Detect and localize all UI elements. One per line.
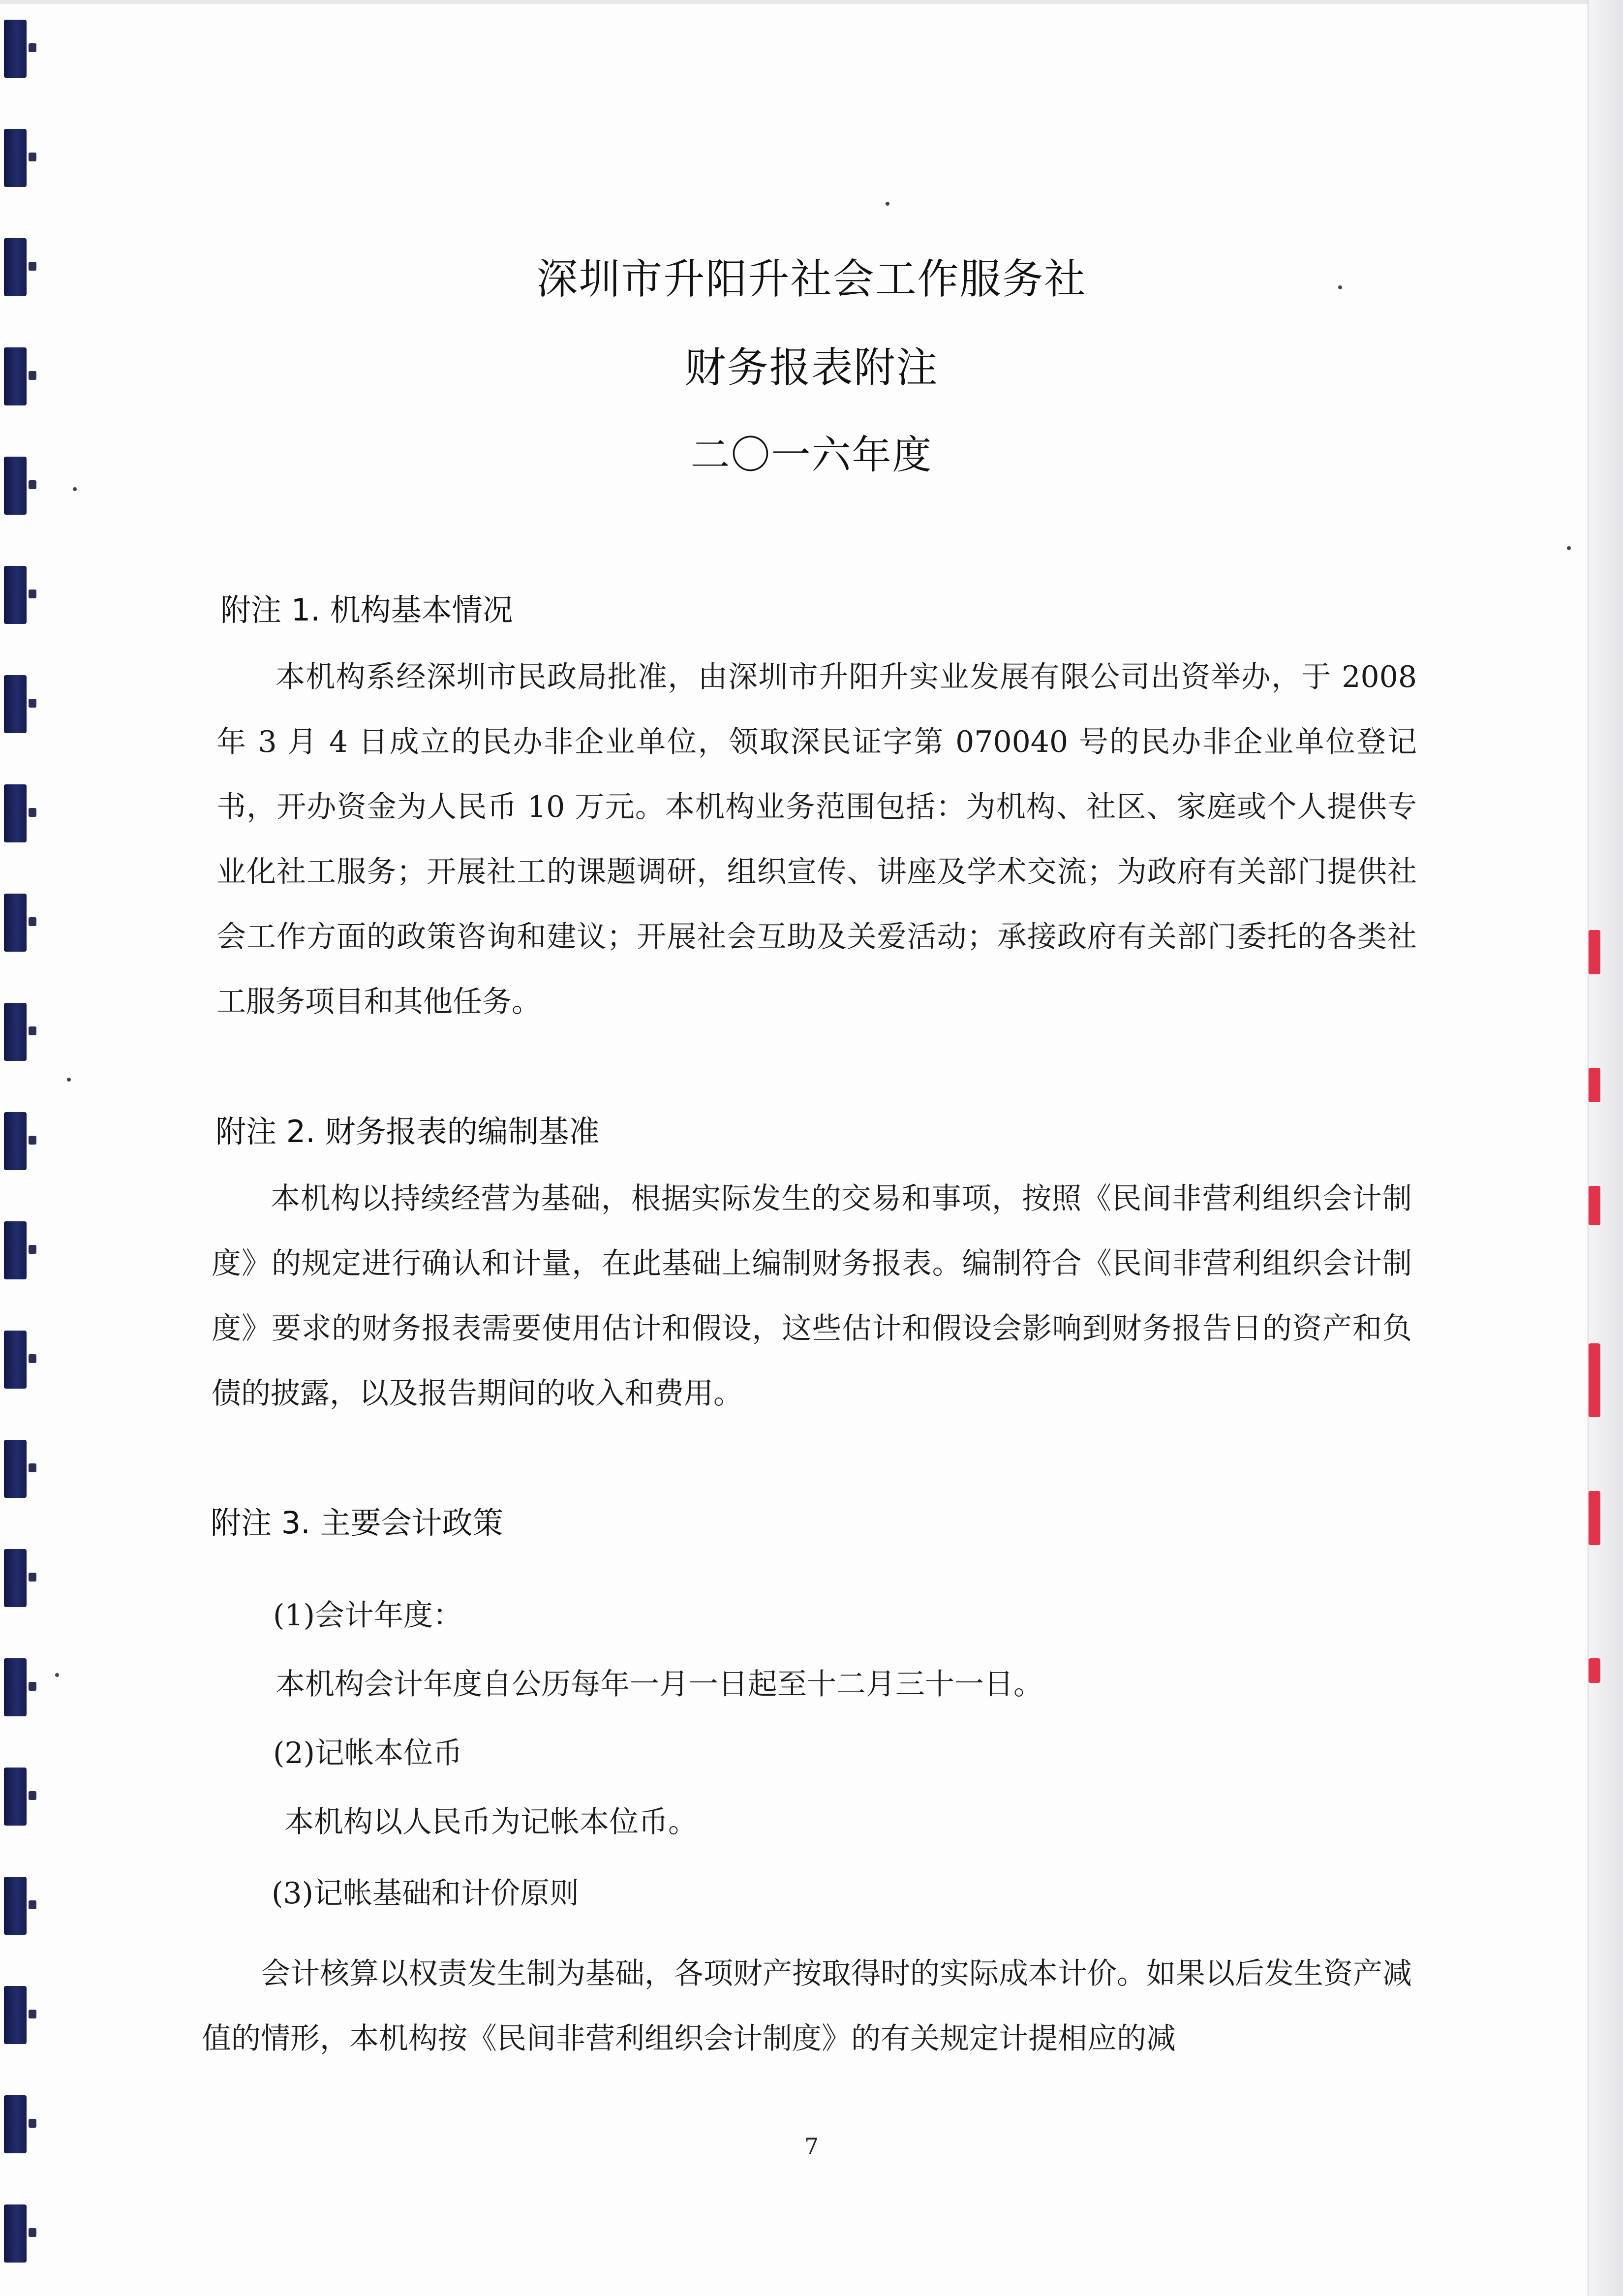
speck	[1567, 546, 1571, 550]
page-number: 7	[804, 2133, 819, 2160]
binding-ring	[4, 675, 27, 733]
binding-ring	[4, 1221, 27, 1279]
binding-ring	[4, 1658, 27, 1716]
speck	[67, 1078, 71, 1082]
binding-ring	[4, 1331, 27, 1389]
speck	[886, 202, 889, 206]
binding-ring	[4, 1986, 27, 2044]
seal-mark	[1589, 1658, 1600, 1683]
speck	[55, 1673, 59, 1677]
binding-ring	[4, 2204, 27, 2263]
seal-mark	[1589, 1343, 1600, 1417]
seal-mark	[1589, 1186, 1600, 1225]
binding-ring	[4, 894, 27, 952]
binding-ring	[4, 129, 27, 187]
section-2-paragraph: 本机构以持续经营为基础，根据实际发生的交易和事项，按照《民间非营利组织会计制度》的规定进行确认和计量，在此基础上编制财务报表。编制符合《民间非营利组织会计制度》要求的财务报表需要使用估计和假设，这些估计和假设会影响到财务报告日的资产和负债的披露，以及报告期间的收入和费用。	[212, 1181, 1412, 1411]
binding-ring	[4, 20, 27, 78]
section-3-heading: 附注 3. 主要会计政策	[211, 1505, 503, 1541]
binding-ring	[4, 1112, 27, 1170]
section-2-heading: 附注 2. 财务报表的编制基准	[215, 1114, 600, 1149]
binding-ring	[4, 1768, 27, 1826]
binding-ring	[4, 1877, 27, 1935]
document-title: 财务报表附注	[684, 343, 939, 392]
report-year: 二〇一六年度	[690, 432, 933, 478]
policy-3-label: (3)记帐基础和计价原则	[272, 1876, 579, 1911]
binding-ring	[4, 784, 27, 842]
page-top-edge	[0, 0, 1623, 4]
organization-name: 深圳市升阳升社会工作服务社	[536, 255, 1087, 303]
policy-3-text: 会计核算以权责发生制为基础，各项财产按取得时的实际成本计价。如果以后发生资产减值的情形，本机构按《民间非营利组织会计制度》的有关规定计提相应的减	[202, 1956, 1412, 2056]
policy-1-text: 本机构会计年度自公历每年一月一日起至十二月三十一日。	[276, 1667, 1043, 1702]
seal-mark	[1589, 1068, 1600, 1102]
seal-mark	[1589, 1491, 1600, 1545]
binding-ring	[4, 1549, 27, 1607]
binding-ring	[4, 1003, 27, 1061]
policy-2-label: (2)记帐本位币	[273, 1736, 462, 1770]
binding-ring	[4, 566, 27, 624]
section-1-paragraph: 本机构系经深圳市民政局批准，由深圳市升阳升实业发展有限公司出资举办，于 2008 年 3 月 4 日成立的民办非企业单位，领取深民证字第 070040 号的民办非企业单位登记书，开办资金为人民币 10 万元。本机构业务范围包括：为机构、社区、家庭或个人提供专业化社工服务；开展社工的课题调研，组织宣传、讲座及学术交流；为政府有关部门提供社会工作方面的政策咨询和建议；开展社会互助及关爱活动；承接政府有关部门委托的各类社工服务项目和其他任务。	[216, 660, 1417, 1019]
seal-mark	[1589, 930, 1600, 974]
red-seal-fragment	[1582, 910, 1611, 1698]
policy-1-label: (1)会计年度：	[273, 1598, 462, 1633]
binding-ring	[4, 1440, 27, 1498]
section-1-heading: 附注 1. 机构基本情况	[220, 592, 513, 628]
speck	[73, 487, 77, 491]
policy-2-text: 本机构以人民币为记帐本位币。	[284, 1805, 698, 1839]
